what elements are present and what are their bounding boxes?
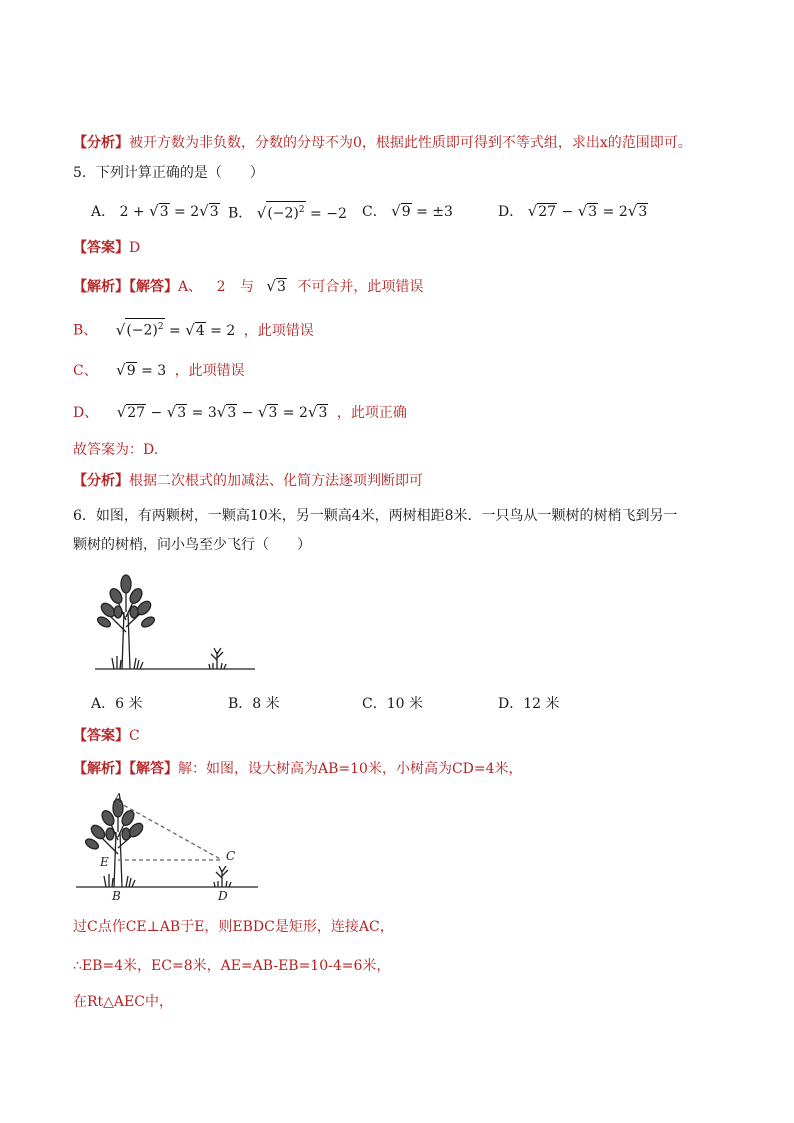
label-d: D — [218, 889, 228, 903]
q6-option-d — [498, 694, 560, 714]
q6-option-c — [362, 694, 423, 714]
option-value: 10 米 — [386, 696, 423, 712]
q6-solution-intro — [73, 759, 523, 779]
analysis-tag: 【分析】 — [73, 473, 129, 489]
sol-prefix: C、 — [73, 363, 98, 379]
q6-step3: 在Rt△AEC中， — [73, 994, 173, 1010]
sol-suffix: ，此项错误 — [243, 322, 314, 339]
q6-option-a — [91, 694, 142, 714]
option-value: 12 米 — [523, 696, 560, 712]
sol-suffix: ，此项正确 — [336, 405, 407, 421]
q6-step1: 过C点作CE⊥AB于E，则EBDC是矩形，连接AC， — [73, 919, 394, 935]
option-label: C． — [362, 204, 387, 220]
answer-value: D — [129, 240, 141, 256]
label-c: C — [226, 849, 236, 863]
option-b-expr: $√(-2)^2 = -2$ — [257, 206, 347, 222]
q5-analysis — [73, 471, 423, 491]
q5-option-a — [91, 201, 220, 222]
q5-conclusion: 故答案为：D. — [73, 442, 159, 458]
analysis-text: 根据二次根式的加减法、化简方法逐项判断即可 — [129, 473, 423, 489]
sol-a-expr: √3 — [266, 277, 286, 295]
option-label: C． — [362, 696, 387, 712]
q5-solution-c — [73, 360, 245, 381]
analysis-tag: 【分析】 — [73, 135, 129, 151]
q6-step2: ∴EB=4米，EC=8米，AE=AB-EB=10-4=6米， — [73, 958, 391, 974]
option-label: B． — [228, 205, 253, 222]
option-a-expr: 2 + √3 = 2√3 — [119, 202, 219, 220]
sol-b-expr: $√(-2)^2 = √4 = 2$ — [116, 323, 236, 339]
q5-solution-b — [73, 318, 314, 341]
q5-solution-a — [73, 276, 423, 297]
solution-tag: 【解析】【解答】 — [73, 761, 178, 777]
option-label: A． — [91, 696, 116, 712]
q5-option-c — [362, 201, 453, 222]
option-value: 8 米 — [252, 696, 280, 712]
option-label: D． — [498, 696, 524, 712]
option-c-expr: √9 = ±3 — [391, 202, 453, 220]
q6-question-line2: 颗树的树梢，问小鸟至少飞行（ ） — [73, 537, 311, 553]
q6-answer — [73, 726, 140, 746]
answer-tag: 【答案】 — [73, 728, 129, 744]
sol-d-expr: √27 − √3 = 3√3 − √3 = 2√3 — [116, 403, 328, 421]
sol-prefix: D、 — [73, 405, 99, 421]
sol-a-number: 2 — [216, 279, 226, 295]
solution-tag: 【解析】【解答】 — [73, 279, 178, 295]
label-a: A — [114, 792, 123, 805]
option-value: 6 米 — [115, 696, 143, 712]
q5-option-d — [498, 201, 648, 222]
option-label: D． — [498, 204, 524, 220]
solution-figure — [72, 792, 262, 904]
q5-solution-d — [73, 402, 407, 423]
q4-analysis — [73, 133, 692, 153]
solution-text: 解：如图，设大树高为AB=10米，小树高为CD=4米， — [178, 761, 523, 777]
q6-question-line1: 6．如图，有两颗树，一颗高10米，另一颗高4米，两树相距8米．一只鸟从一颗树的树梢飞到另一 — [73, 508, 678, 524]
q6-option-b — [228, 694, 280, 714]
label-e: E — [100, 855, 109, 869]
q5-option-b — [228, 201, 347, 224]
q5-answer — [73, 238, 140, 258]
answer-value: C — [129, 728, 140, 744]
q5-question: 5．下列计算正确的是（ ） — [73, 165, 264, 181]
answer-tag: 【答案】 — [73, 240, 129, 256]
option-d-expr: √27 − √3 = 2√3 — [527, 202, 648, 220]
two-trees-figure — [90, 572, 260, 678]
sol-c-expr: √9 = 3 — [116, 361, 167, 379]
sol-prefix: A、 — [178, 279, 203, 295]
label-b: B — [112, 889, 121, 903]
sol-suffix: 不可合并，此项错误 — [297, 279, 424, 295]
sol-suffix: ，此项错误 — [174, 363, 245, 379]
big-tree-trunk — [122, 612, 130, 669]
sol-a-and: 与 — [239, 279, 254, 295]
option-label: A． — [91, 204, 116, 220]
option-label: B． — [228, 696, 253, 712]
analysis-text: 被开方数为非负数，分数的分母不为0，根据此性质即可得到不等式组，求出x的范围即可。 — [129, 135, 692, 151]
sol-prefix: B、 — [73, 322, 98, 339]
